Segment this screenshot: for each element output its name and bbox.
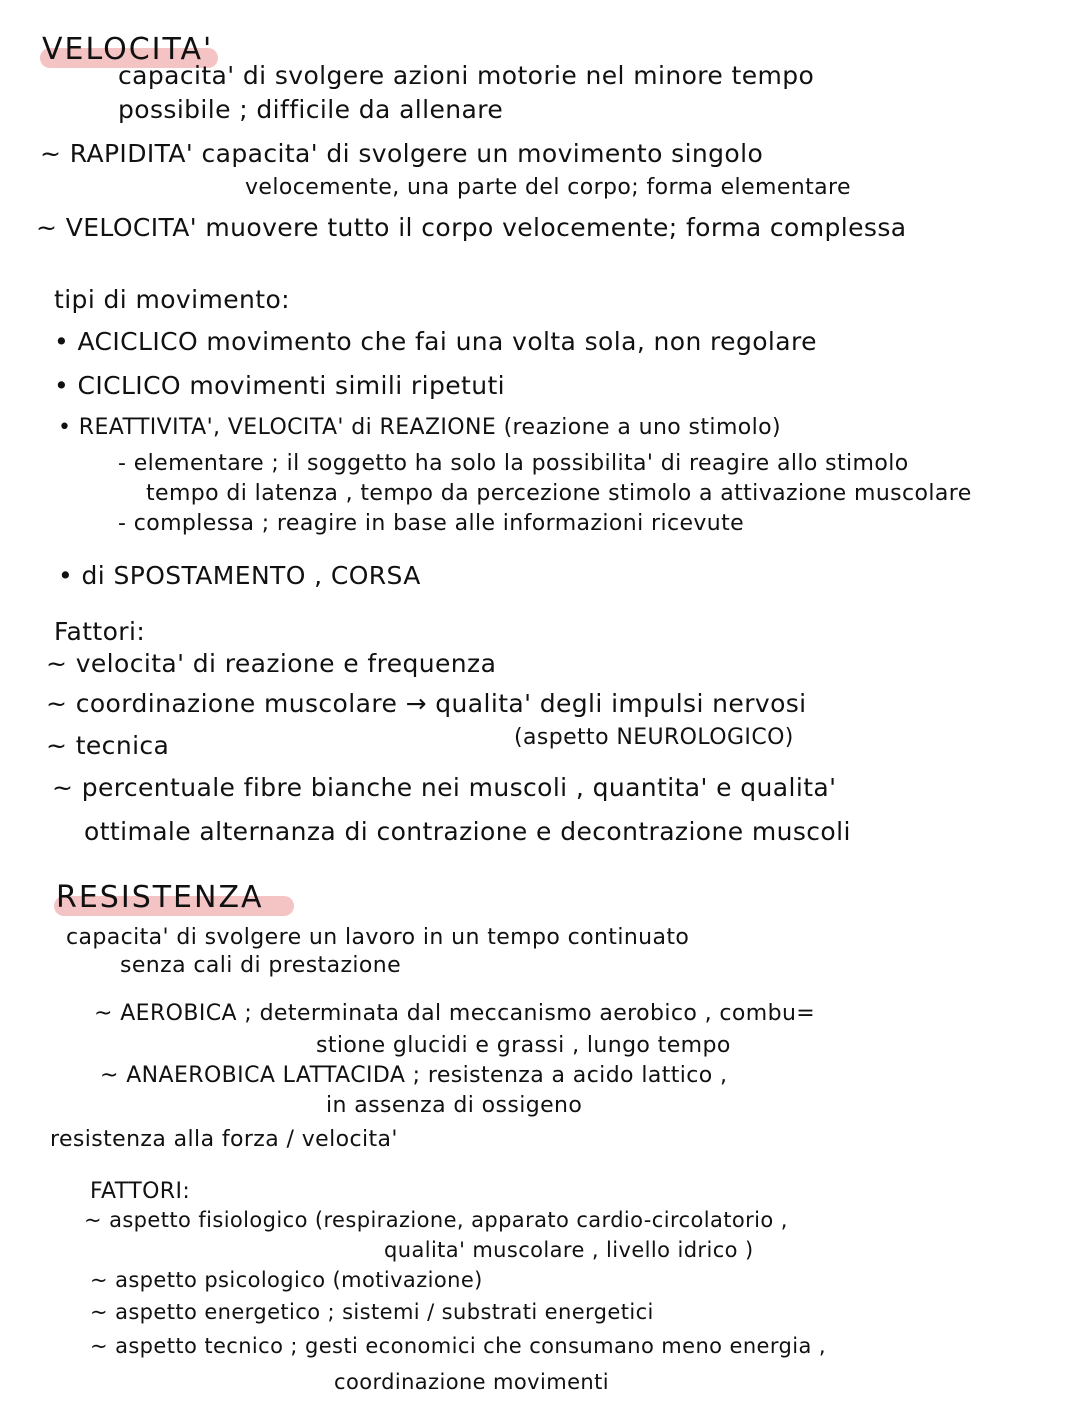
rapidita-line-1: ~ RAPIDITA' capacita' di svolgere un movimento singolo xyxy=(40,139,764,168)
resistenza-fattore-psicologico: ~ aspetto psicologico (motivazione) xyxy=(90,1268,483,1292)
resistenza-title: RESISTENZA xyxy=(56,880,264,915)
velocita-definition-line-2: possibile ; difficile da allenare xyxy=(118,95,504,124)
velocita-fattori-title: Fattori: xyxy=(54,617,146,646)
velocita-title: VELOCITA' xyxy=(42,32,214,67)
velocita-corpo-line: ~ VELOCITA' muovere tutto il corpo velocemente; forma complessa xyxy=(36,213,907,242)
resistenza-definition-line-2: senza cali di prestazione xyxy=(120,953,402,978)
tipo-reattivita: • REATTIVITA', VELOCITA' di REAZIONE (reazione a uno stimolo) xyxy=(58,415,781,440)
velocita-fattore-coordinazione: ~ coordinazione muscolare → qualita' degli impulsi nervosi xyxy=(46,689,807,718)
velocita-fattore-fibre-line-1: ~ percentuale fibre bianche nei muscoli , quantita' e qualita' xyxy=(52,773,837,802)
resistenza-anaerobica-line-1: ~ ANAEROBICA LATTACIDA ; resistenza a acido lattico , xyxy=(100,1063,728,1088)
resistenza-aerobica-line-1: ~ AEROBICA ; determinata dal meccanismo aerobico , combu= xyxy=(94,1001,816,1026)
reattivita-elementare-line-2: tempo di latenza , tempo da percezione stimolo a attivazione muscolare xyxy=(146,481,972,506)
velocita-definition-line-1: capacita' di svolgere azioni motorie nel minore tempo xyxy=(118,61,815,90)
resistenza-fattore-tecnico-line-1: ~ aspetto tecnico ; gesti economici che consumano meno energia , xyxy=(90,1334,826,1358)
reattivita-complessa: - complessa ; reagire in base alle informazioni ricevute xyxy=(118,511,745,536)
velocita-fattore-fibre-line-2: ottimale alternanza di contrazione e decontrazione muscoli xyxy=(84,817,851,846)
resistenza-definition-line-1: capacita' di svolgere un lavoro in un tempo continuato xyxy=(66,925,690,950)
resistenza-fattore-energetico: ~ aspetto energetico ; sistemi / substrati energetici xyxy=(90,1300,654,1324)
aspetto-neurologico-note: (aspetto NEUROLOGICO) xyxy=(514,725,794,750)
resistenza-anaerobica-line-2: in assenza di ossigeno xyxy=(326,1093,583,1118)
reattivita-elementare-line-1: - elementare ; il soggetto ha solo la possibilita' di reagire allo stimolo xyxy=(118,451,909,476)
tipi-movimento-title: tipi di movimento: xyxy=(54,285,290,314)
tipo-aciclico: • ACICLICO movimento che fai una volta sola, non regolare xyxy=(54,327,817,356)
resistenza-aerobica-line-2: stione glucidi e grassi , lungo tempo xyxy=(316,1033,731,1058)
velocita-fattore-reazione: ~ velocita' di reazione e frequenza xyxy=(46,649,497,678)
resistenza-fattore-tecnico-line-2: coordinazione movimenti xyxy=(334,1370,609,1394)
resistenza-fattore-fisiologico-line-1: ~ aspetto fisiologico (respirazione, apparato cardio-circolatorio , xyxy=(84,1208,788,1232)
rapidita-line-2: velocemente, una parte del corpo; forma elementare xyxy=(245,175,851,200)
resistenza-forza-velocita: resistenza alla forza / velocita' xyxy=(50,1127,398,1152)
resistenza-fattore-fisiologico-line-2: qualita' muscolare , livello idrico ) xyxy=(384,1238,754,1262)
tipo-spostamento: • di SPOSTAMENTO , CORSA xyxy=(58,561,421,590)
tipo-ciclico: • CICLICO movimenti simili ripetuti xyxy=(54,371,505,400)
resistenza-fattori-title: FATTORI: xyxy=(90,1179,191,1204)
velocita-fattore-tecnica: ~ tecnica xyxy=(46,731,170,760)
